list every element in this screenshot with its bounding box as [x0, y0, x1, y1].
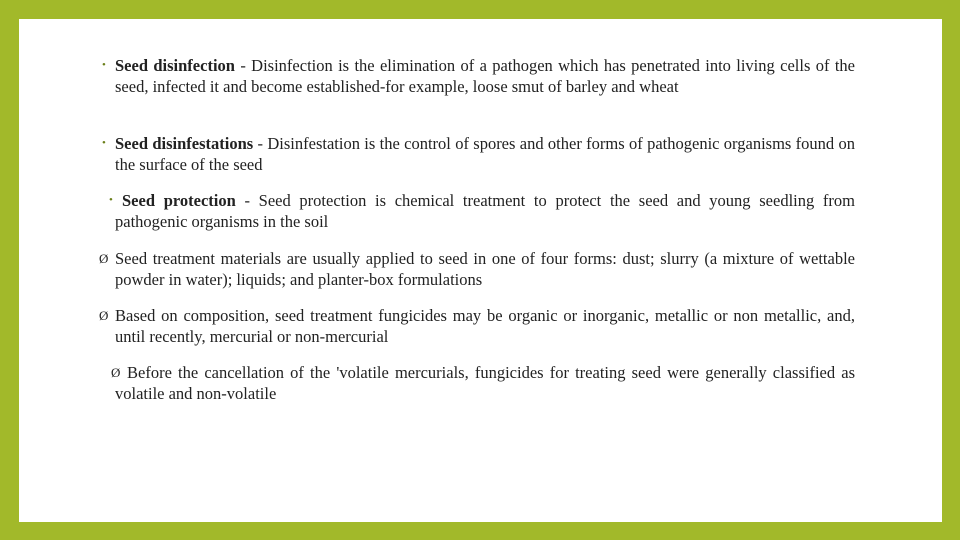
- arrow-item-treatment-forms: [99, 248, 855, 290]
- bullet-item-seed-disinfestations: [102, 133, 856, 175]
- bullet-marker: •: [102, 137, 106, 149]
- bullet-marker: •: [102, 59, 106, 71]
- bullet-term: Seed disinfection: [115, 56, 235, 75]
- bullet-text: - Disinfection is the elimination of a pathogen which has penetrated into living cells of the seed, infected it and become established-for example, loose smut of barley and wheat: [115, 56, 855, 96]
- bullet-text: - Seed protection is chemical treatment to protect the seed and young seedling from pathogenic organisms in the soil: [115, 191, 855, 231]
- arrow-item-text: Based on composition, seed treatment fungicides may be organic or inorganic, metallic or non metallic, and, until recently, mercurial or non-mercurial: [115, 306, 855, 346]
- arrow-bullet-icon: Ø: [99, 251, 109, 266]
- bullet-item-seed-protection: [109, 190, 855, 232]
- arrow-item-volatile-classification: [111, 362, 855, 404]
- arrow-item-text: Seed treatment materials are usually applied to seed in one of four forms: dust; slurry (a mixture of wettable powder in water); liquids; and planter-box formulations: [115, 249, 855, 289]
- slide-content-area: [19, 19, 942, 522]
- bullet-term: Seed disinfestations: [115, 134, 254, 153]
- bullet-text: - Disinfestation is the control of spores and other forms of pathogenic organisms found on the surface of the seed: [115, 134, 856, 174]
- arrow-bullet-icon: Ø: [99, 308, 109, 323]
- bullet-term: Seed protection: [122, 191, 236, 210]
- bullet-item-seed-disinfection: [102, 55, 855, 97]
- arrow-item-composition: [99, 305, 855, 347]
- arrow-item-text: Before the cancellation of the 'volatile mercurials, fungicides for treating seed were generally classified as volatile and non-volatile: [115, 363, 855, 403]
- bullet-marker: •: [109, 194, 113, 206]
- arrow-bullet-icon: Ø: [111, 365, 121, 380]
